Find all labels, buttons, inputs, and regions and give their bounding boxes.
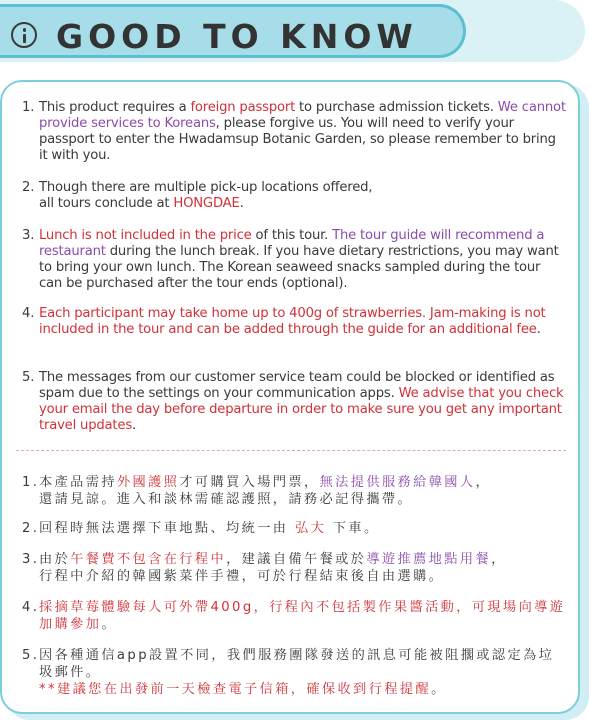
note-number: 5. [22,648,40,663]
note-text-segment: Though there are multiple pick-up locations offered, all tours conclude at [39,180,373,211]
note-text [39,100,567,164]
note-text-highlight: We cannot provide services to Koreans [39,100,566,131]
note-text-highlight: 導遊推薦地點用餐 [366,552,492,567]
note-text-highlight: Each participant may take home up to 400g of strawberries. Jam-making is not included in the tour and can be added through the guide for an additional fee [39,306,546,337]
note-number: 2. [22,521,40,536]
note-text-segment: , please forgive us. You will need to verify your passport to enter the Hwadamsup Botanic Garden, so please remember to bring it with you. [39,116,556,163]
note-text-segment: 。 [101,617,117,632]
chinese-note-2 [22,520,567,537]
section-divider [16,450,566,451]
english-note-1 [22,100,567,164]
note-number: 2. [22,180,35,195]
note-text-segment: ，建議自備午餐或於 [226,552,367,567]
note-text-segment: 。 [431,682,447,697]
note-text [39,599,567,633]
note-text [39,647,567,698]
note-text-segment: of this tour. [251,228,333,243]
note-text-highlight: 外國護照 [116,475,180,490]
note-number: 5. [22,370,35,385]
note-text [39,228,567,292]
note-text-highlight: Lunch is not included in the price [39,228,252,243]
note-number: 1. [22,100,35,115]
note-text-segment: during the lunch break. If you have dietary restrictions, you may want to bring your own lunch. The Korean seaweed snacks sampled during the tour can be purchased after the tour ends (optional). [39,244,559,291]
note-text-highlight: 午餐費不包含在行程中 [70,552,227,567]
note-text-segment: ， 行程中介紹的韓國紫菜伴手禮，可於行程結束後自由選購。 [39,552,507,584]
note-text-highlight: The tour guide will recommend a restaurant [39,228,545,259]
note-text-highlight: 無法提供服務給韓國人 [319,475,476,490]
note-text [39,180,567,212]
note-text-segment: 才可購買入場門票， [179,475,320,490]
header-banner [0,4,466,58]
note-text-segment: . [536,322,541,337]
note-text-highlight: foreign passport [190,100,296,115]
english-note-4 [22,306,567,338]
note-number: 1. [22,475,40,490]
note-text-segment: This product requires a [39,100,191,115]
note-text-segment: to purchase admission tickets. [295,100,498,115]
chinese-note-1 [22,474,567,508]
note-number: 4. [22,600,40,615]
note-text-segment: 本產品需持 [39,475,117,490]
note-text [39,370,567,434]
note-text-segment: The messages from our customer service team could be blocked or identified as spam due to the settings on your communication apps. [39,370,555,401]
notice-card [0,80,580,714]
note-text [39,551,567,585]
note-text-segment: . [131,418,136,433]
chinese-note-5 [22,647,567,698]
note-text-highlight: 弘大 [295,521,327,536]
page-title: GOOD TO KNOW [56,17,418,56]
note-text-segment: 下車。 [326,521,380,536]
english-note-2 [22,180,567,212]
note-text [39,474,567,508]
note-text-segment: 由於 [39,552,71,567]
info-icon [11,22,37,48]
note-text [39,520,567,537]
note-text-highlight: We advise that you check your email the day before departure in order to make sure you get any important travel updates [39,386,564,433]
note-text [39,306,567,338]
note-number: 4. [22,306,35,321]
note-text-segment: 回程時無法選擇下車地點、均統一由 [39,521,295,536]
english-note-3 [22,228,567,292]
note-text-highlight: **建議您在出發前一天檢查電子信箱，確保收到行程提醒 [39,682,432,697]
note-text-segment: ， 還請見諒。進入和談林需確認護照，請務必記得攜帶。 [39,475,492,507]
chinese-note-3 [22,551,567,585]
note-text-highlight: HONGDAE [173,196,240,211]
note-number: 3. [22,552,40,567]
english-note-5 [22,370,567,434]
chinese-note-4 [22,599,567,633]
note-number: 3. [22,228,35,243]
note-text-segment: 因各種通信app設置不同，我們服務團隊發送的訊息可能被阻擱或認定為垃圾郵件。 [39,648,555,680]
note-text-segment: . [239,196,244,211]
note-text-highlight: 採摘草莓體驗每人可外帶400g，行程內不包括製作果醬活動，可現場向導遊加購參加 [39,600,566,632]
